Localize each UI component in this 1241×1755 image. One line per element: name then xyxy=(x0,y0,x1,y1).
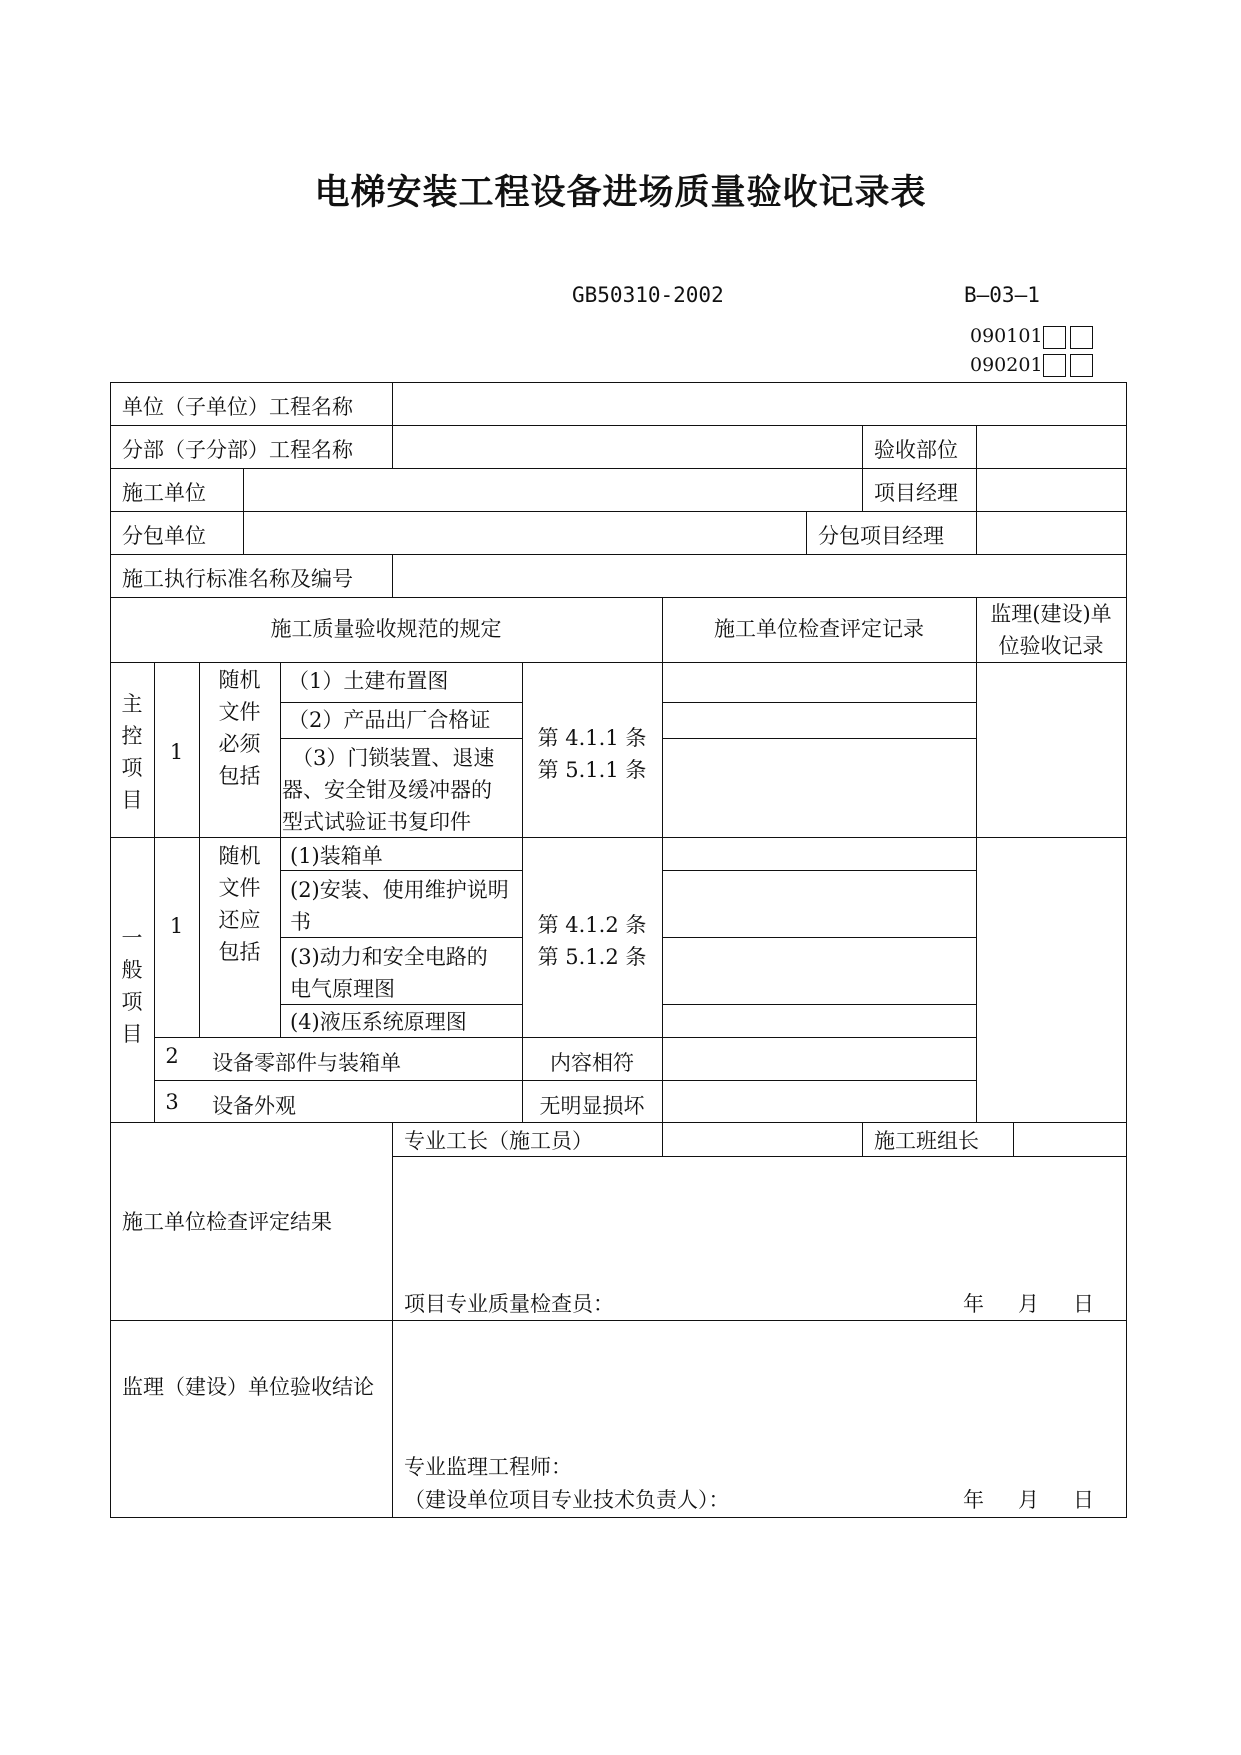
main-item-3-line2: 器、安全钳及缓冲器的 xyxy=(282,778,492,802)
check-record-column-header: 施工单位检查评定记录 xyxy=(714,617,924,641)
general-category-char: 般 xyxy=(121,958,143,982)
code-box[interactable] xyxy=(1070,326,1093,349)
unit-project-name-field[interactable] xyxy=(393,383,1125,424)
standard-name-field[interactable] xyxy=(393,555,1125,596)
main-item-1: （1）土建布置图 xyxy=(288,669,449,693)
project-manager-label: 项目经理 xyxy=(874,481,958,505)
acceptance-location-field[interactable] xyxy=(977,426,1125,467)
owner-representative-label: （建设单位项目专业技术负责人）： xyxy=(404,1488,730,1512)
code-090201: 090201 xyxy=(970,354,1043,376)
general-item-2-line2: 书 xyxy=(290,910,311,934)
foreman-label: 专业工长（施工员） xyxy=(404,1129,593,1153)
standard-name-label: 施工执行标准名称及编号 xyxy=(122,567,353,591)
code-box[interactable] xyxy=(1043,326,1066,349)
main-category-char: 控 xyxy=(121,724,143,748)
general-category-char: 项 xyxy=(121,990,143,1014)
subcontract-unit-label: 分包单位 xyxy=(122,524,206,548)
construction-unit-field[interactable] xyxy=(244,469,861,510)
main-group-label: 随机 xyxy=(218,668,261,692)
team-leader-label: 施工班组长 xyxy=(874,1129,979,1153)
sub-project-name-label: 分部（子分部）工程名称 xyxy=(122,438,353,462)
general-item-number: 1 xyxy=(169,914,184,938)
sub-project-name-field[interactable] xyxy=(393,426,861,467)
date-month: 月 xyxy=(1018,1292,1039,1316)
general-category-char: 一 xyxy=(121,926,143,950)
date-month: 月 xyxy=(1018,1488,1039,1512)
supervision-conclusion-label: 监理（建设）单位验收结论 xyxy=(122,1375,374,1399)
main-group-label: 必须 xyxy=(218,732,261,756)
standard-code: GB50310-2002 xyxy=(572,283,724,307)
main-clause-1: 第 4.1.1 条 xyxy=(537,726,647,750)
date-day: 日 xyxy=(1073,1292,1094,1316)
supervision-column-header-line1: 监理(建设)单 xyxy=(990,602,1112,626)
general-clause-2: 第 5.1.2 条 xyxy=(537,945,647,969)
main-category-char: 主 xyxy=(121,692,143,716)
main-group-label: 包括 xyxy=(218,764,261,788)
general-category-char: 目 xyxy=(121,1022,143,1046)
general-group-label: 还应 xyxy=(218,908,261,932)
main-item-3-line3: 型式试验证书复印件 xyxy=(282,810,471,834)
main-item-number: 1 xyxy=(169,740,184,764)
general-row2-label: 设备零部件与装箱单 xyxy=(212,1051,401,1075)
date-day: 日 xyxy=(1073,1488,1094,1512)
main-category-char: 项 xyxy=(121,756,143,780)
subcontract-manager-label: 分包项目经理 xyxy=(818,524,944,548)
construction-unit-label: 施工单位 xyxy=(122,481,206,505)
document-title: 电梯安装工程设备进场质量验收记录表 xyxy=(314,173,927,213)
code-box[interactable] xyxy=(1043,354,1066,377)
general-item-number: 3 xyxy=(165,1090,179,1114)
main-category-char: 目 xyxy=(121,788,143,812)
subcontract-manager-field[interactable] xyxy=(977,512,1125,553)
supervising-engineer-label: 专业监理工程师： xyxy=(404,1455,572,1479)
spec-column-header: 施工质量验收规范的规定 xyxy=(270,617,502,641)
general-group-label: 文件 xyxy=(218,876,261,900)
code-090101: 090101 xyxy=(970,325,1043,347)
unit-project-name-label: 单位（子单位）工程名称 xyxy=(122,395,353,419)
form-number: B—03—1 xyxy=(964,283,1040,307)
general-row3-requirement: 无明显损坏 xyxy=(539,1094,645,1118)
inspector-label: 项目专业质量检查员： xyxy=(404,1292,614,1316)
general-item-3-line1: (3)动力和安全电路的 xyxy=(290,945,488,969)
general-item-3-line2: 电气原理图 xyxy=(290,977,395,1001)
main-item-2: （2）产品出厂合格证 xyxy=(288,708,491,732)
subcontract-unit-field[interactable] xyxy=(244,512,805,553)
general-row3-label: 设备外观 xyxy=(212,1094,296,1118)
check-result-label: 施工单位检查评定结果 xyxy=(122,1210,332,1234)
general-item-number: 2 xyxy=(165,1044,179,1068)
general-group-label: 包括 xyxy=(218,940,261,964)
main-group-label: 文件 xyxy=(218,700,261,724)
general-row2-requirement: 内容相符 xyxy=(550,1051,634,1075)
general-item-4: (4)液压系统原理图 xyxy=(290,1010,467,1034)
supervision-column-header-line2: 位验收记录 xyxy=(998,634,1104,658)
main-clause-2: 第 5.1.1 条 xyxy=(537,758,647,782)
code-box[interactable] xyxy=(1070,354,1093,377)
date-year: 年 xyxy=(963,1292,984,1316)
general-clause-1: 第 4.1.2 条 xyxy=(537,913,647,937)
acceptance-location-label: 验收部位 xyxy=(874,438,958,462)
project-manager-field[interactable] xyxy=(977,469,1125,510)
general-item-2-line1: (2)安装、使用维护说明 xyxy=(290,878,509,902)
general-item-1: (1)装箱单 xyxy=(290,844,383,868)
date-year: 年 xyxy=(963,1488,984,1512)
general-group-label: 随机 xyxy=(218,844,261,868)
main-item-3-line1: （3）门锁装置、退速 xyxy=(292,746,495,770)
